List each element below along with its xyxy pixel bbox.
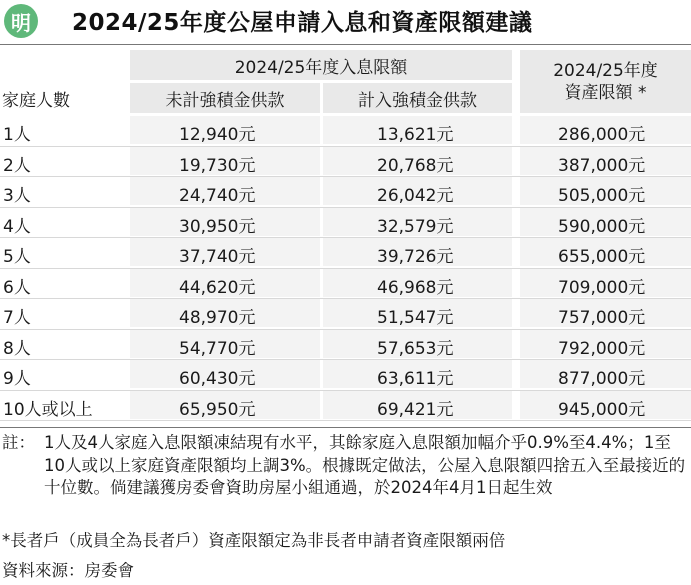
household-size-cell: 2人 [3,155,31,176]
page-title: 2024/25年度公屋申請入息和資產限額建議 [72,10,533,36]
income-limit-with-mpf-cell: 26,042元 [377,186,454,206]
income-limit-without-mpf-cell: 65,950元 [179,399,256,420]
income-limit-without-mpf-cell: 12,940元 [179,125,256,145]
table-row [0,116,691,147]
publisher-logo: 明 [4,4,38,38]
table-row [0,299,691,330]
asset-limit-cell: 286,000元 [558,125,646,145]
table-row [0,269,691,300]
income-limit-with-mpf-cell: 46,968元 [377,277,454,298]
asset-limit-header-line2: 資產限額 * [564,82,647,103]
table-row [0,177,691,208]
income-limit-with-mpf-cell: 57,653元 [377,338,454,359]
income-limit-without-mpf-cell: 48,970元 [179,308,256,328]
income-limit-with-mpf-cell: 69,421元 [377,399,454,420]
asset-limit-cell: 709,000元 [558,277,646,298]
household-size-cell: 9人 [3,369,31,389]
household-size-cell: 6人 [3,277,31,298]
row-divider [0,420,691,421]
household-size-cell: 4人 [3,216,31,237]
asset-limit-header [520,50,691,113]
income-limit-with-mpf-cell: 63,611元 [377,369,454,389]
household-size-cell: 7人 [3,308,31,328]
asset-limit-cell: 757,000元 [558,308,646,328]
asset-limit-cell: 505,000元 [558,186,646,206]
asset-limit-cell: 590,000元 [558,216,646,237]
asset-limit-cell: 945,000元 [558,399,646,420]
table-row [0,147,691,178]
income-limit-without-mpf-cell: 19,730元 [179,155,256,176]
top-divider [0,44,691,45]
notes-section [0,432,691,580]
note-body: 1人及4人家庭入息限額凍結現有水平，其餘家庭入息限額加幅介乎0.9%至4.4%；1至10人或以上家庭資產限額均上調3%。根據既定做法，公屋入息限額四捨五入至最接近的十位數。倘建議獲房委會資助房屋小組通過，於2024年4月1日起生效 [44,433,686,497]
income-limit-with-mpf-cell: 51,547元 [377,308,454,328]
income-limit-with-mpf-cell: 13,621元 [377,125,454,145]
table-row [0,238,691,269]
household-size-header: 家庭人數 [2,91,70,111]
without-mpf-header: 未計強積金供款 [130,83,320,113]
asset-limit-cell: 387,000元 [558,155,646,176]
income-limit-without-mpf-cell: 24,740元 [179,186,256,206]
elderly-footnote: *長者戶（成員全為長者戶）資產限額定為非長者申請者資產限額兩倍 [2,531,506,550]
table-row [0,208,691,239]
income-limit-without-mpf-cell: 44,620元 [179,277,256,298]
with-mpf-header: 計入強積金供款 [323,83,512,113]
table-row [0,360,691,391]
income-limit-with-mpf-cell: 39,726元 [377,247,454,267]
asset-limit-header-line1: 2024/25年度 [553,60,658,81]
household-size-cell: 1人 [3,125,31,145]
table-row [0,330,691,361]
note [0,432,691,500]
income-limit-without-mpf-cell: 37,740元 [179,247,256,267]
household-size-cell: 10人或以上 [3,399,93,420]
household-size-cell: 3人 [3,186,31,206]
asset-limit-cell: 655,000元 [558,247,646,267]
asset-limit-cell: 877,000元 [558,369,646,389]
table-row [0,391,691,422]
bottom-divider [0,427,691,428]
household-size-cell: 8人 [3,338,31,359]
income-limit-group-header: 2024/25年度入息限額 [130,50,512,80]
household-size-cell: 5人 [3,247,31,267]
income-limit-with-mpf-cell: 20,768元 [377,155,454,176]
table-body [0,116,691,421]
income-limit-with-mpf-cell: 32,579元 [377,216,454,237]
header [0,0,691,44]
income-limit-without-mpf-cell: 54,770元 [179,338,256,359]
note-label: 註： [2,433,35,452]
income-limit-without-mpf-cell: 60,430元 [179,369,256,389]
source-credit: 資料來源：房委會 [2,561,134,580]
income-limit-without-mpf-cell: 30,950元 [179,216,256,237]
asset-limit-cell: 792,000元 [558,338,646,359]
